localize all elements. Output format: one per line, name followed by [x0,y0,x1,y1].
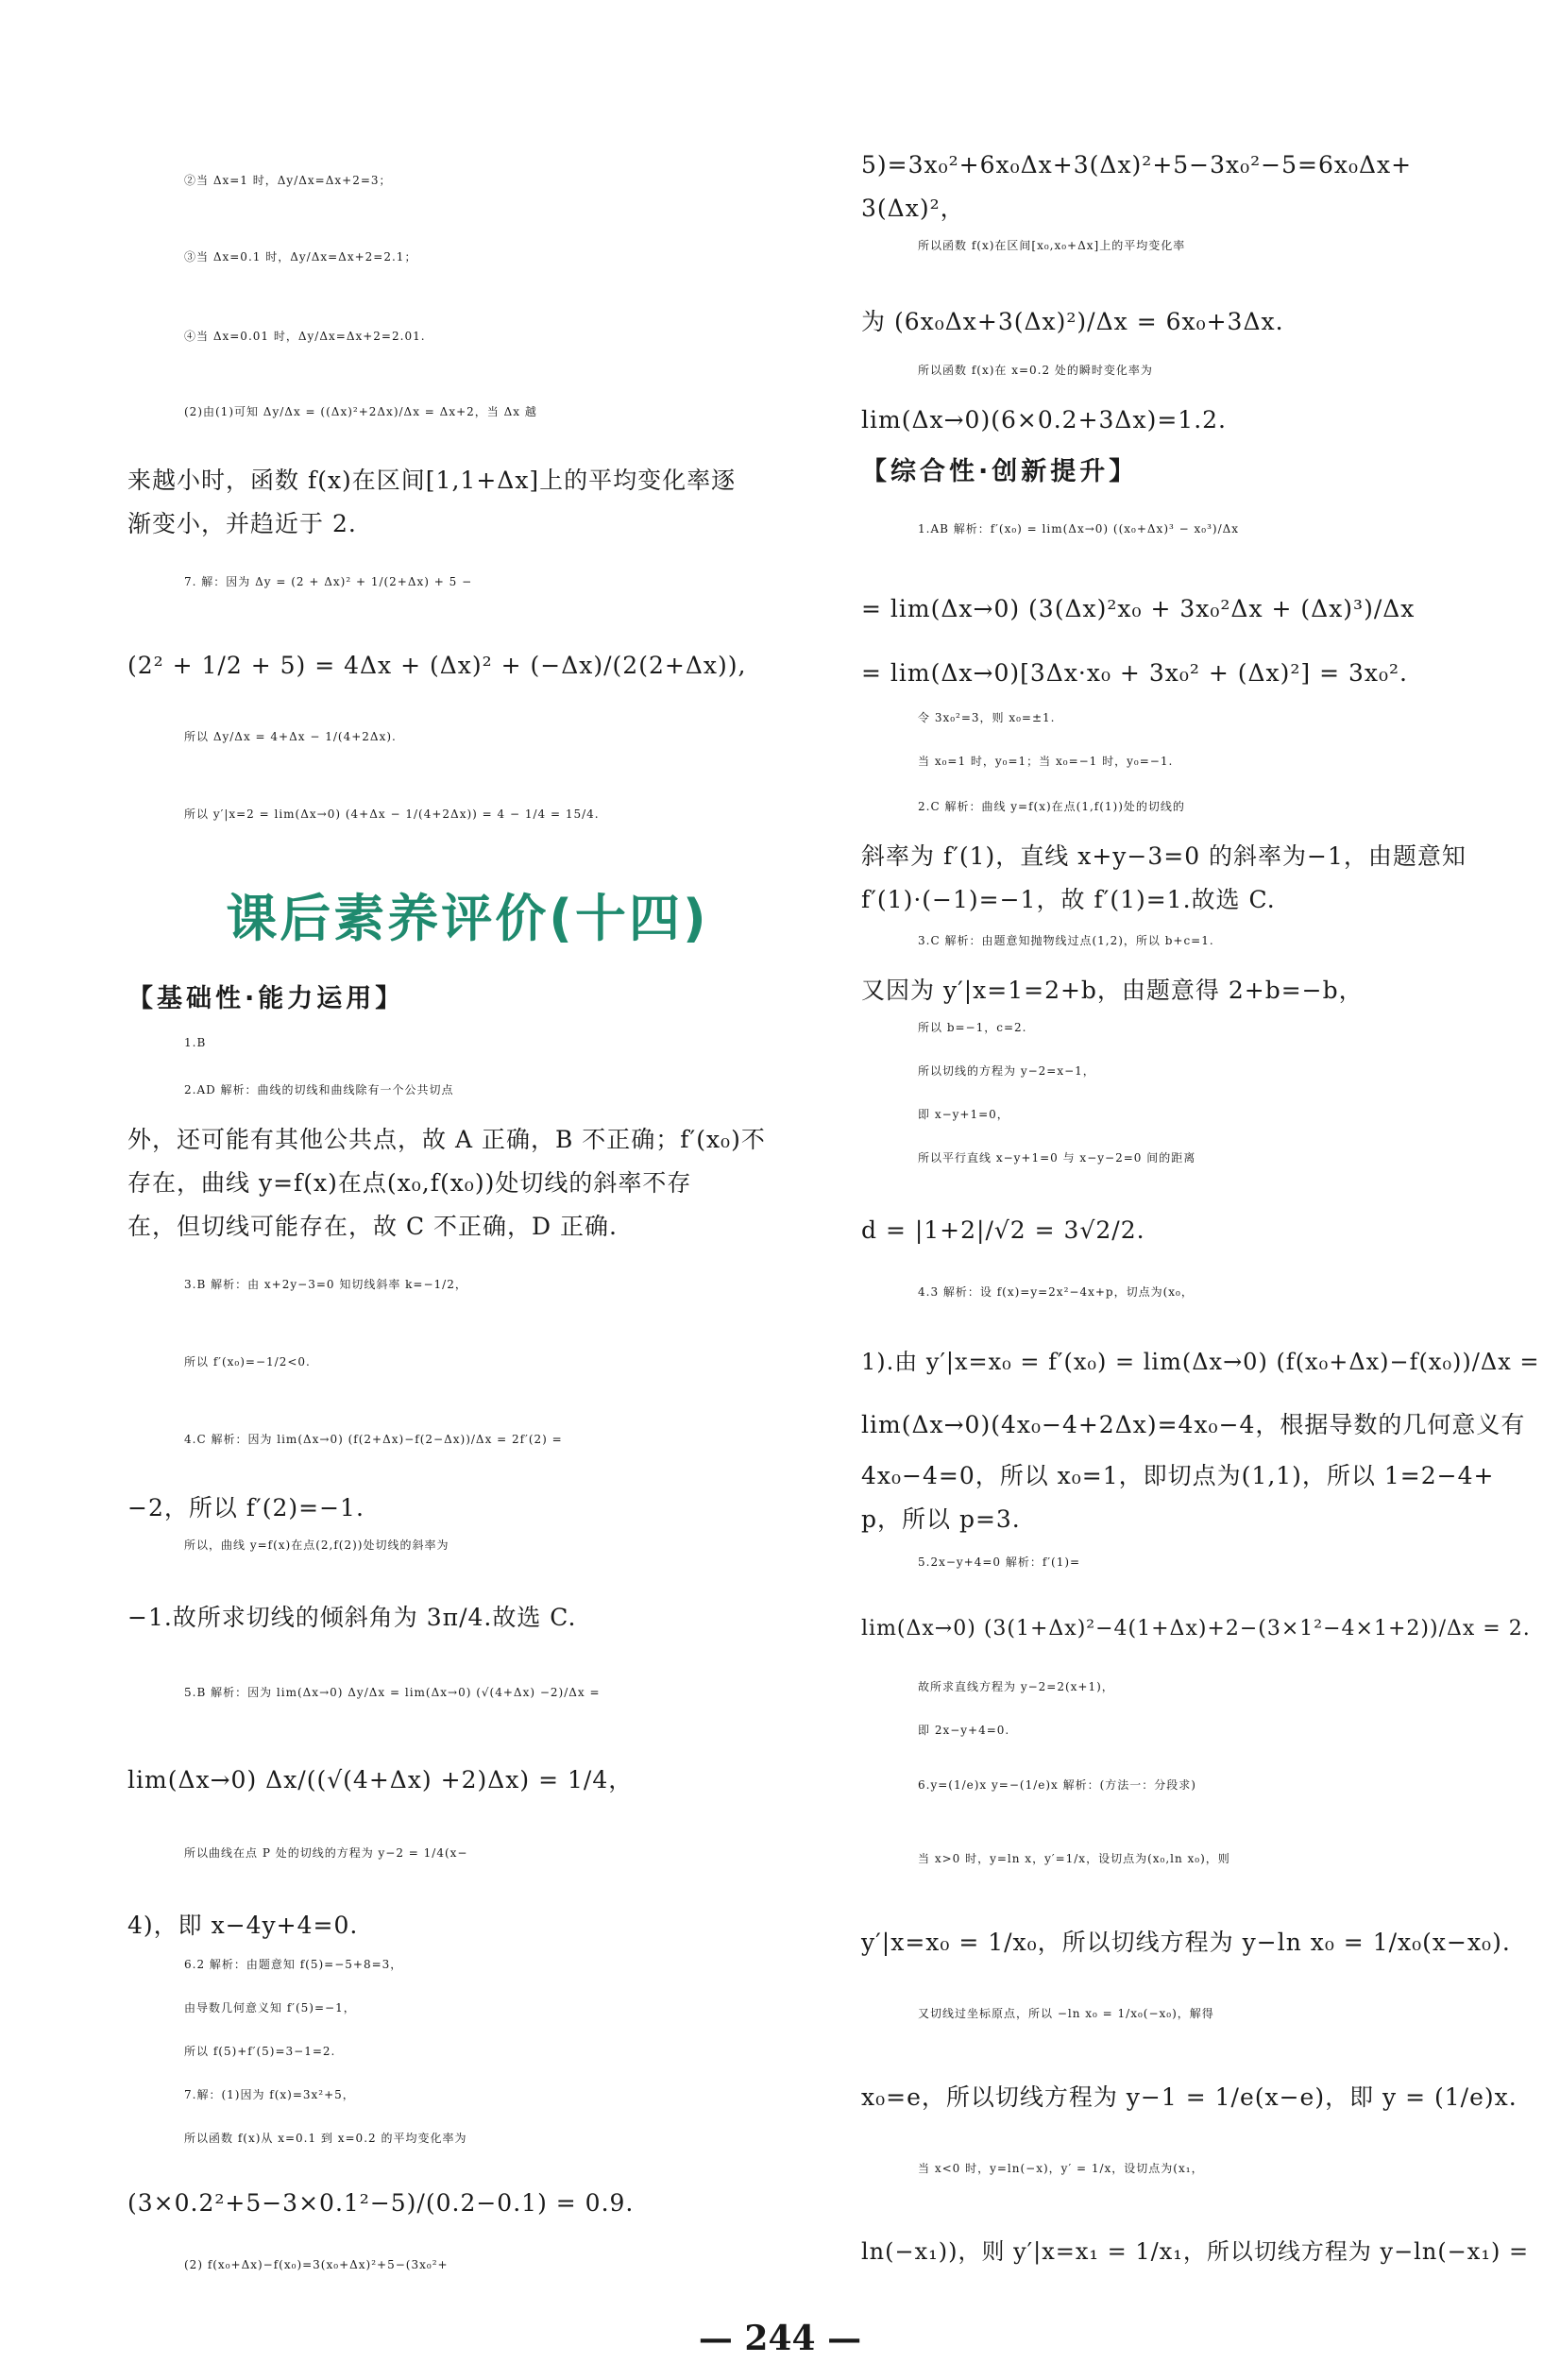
text-line: 2.AD 解析：曲线的切线和曲线除有一个公共切点 [184,1083,454,1096]
text-line: 所以 y′|x=2 = lim(Δx→0) (4+Δx − 1/(4+2Δx)) = 4 − 1/4 = 15/4. [184,808,600,821]
text-line: (2) f(x₀+Δx)−f(x₀)=3(x₀+Δx)²+5−(3x₀²+ [184,2258,449,2271]
text-line: 所以函数 f(x)在 x=0.2 处的瞬时变化率为 [918,364,1153,377]
text-line: (2)由(1)可知 Δy/Δx = ((Δx)²+2Δx)/Δx = Δx+2，当 Δx 越 [184,405,537,418]
text-line: 即 x−y+1=0， [918,1108,1009,1121]
text-line: 当 x>0 时，y=ln x，y′=1/x，设切点为(x₀,ln x₀)，则 [918,1852,1230,1865]
text-line: 为 (6x₀Δx+3(Δx)²)/Δx = 6x₀+3Δx. [861,308,1284,335]
text-line: ②当 Δx=1 时，Δy/Δx=Δx+2=3； [184,174,392,187]
text-line: 由导数几何意义知 f′(5)=−1， [184,2001,356,2014]
text-line: 1.B [184,1036,207,1049]
text-line: 5.2x−y+4=0 解析：f′(1)= [918,1556,1081,1569]
text-line: 令 3x₀²=3，则 x₀=±1. [918,711,1056,724]
text-line: lim(Δx→0)(6×0.2+3Δx)=1.2. [861,406,1227,434]
text-line: 7. 解：因为 Δy = (2 + Δx)² + 1/(2+Δx) + 5 − [184,575,473,588]
text-line: 又切线过坐标原点，所以 −ln x₀ = 1/x₀(−x₀)，解得 [918,2007,1214,2020]
section-header-comprehensive: 【综合性·创新提升】 [861,457,1139,486]
text-line: 1.AB 解析：f′(x₀) = lim(Δx→0) ((x₀+Δx)³ − x₀³)/Δx [918,522,1240,536]
text-line: 外，还可能有其他公共点，故 A 正确，B 不正确；f′(x₀)不 [127,1126,766,1153]
page-number: — 244 — [698,2319,862,2358]
text-line: 7.解：(1)因为 f(x)=3x²+5， [184,2088,355,2101]
text-line: 存在，曲线 y=f(x)在点(x₀,f(x₀))处切线的斜率不存 [127,1169,692,1197]
text-line: lim(Δx→0) (3(1+Δx)²−4(1+Δx)+2−(3×1²−4×1+2))/Δx = 2. [861,1617,1531,1640]
section-header-basic: 【基础性·能力运用】 [127,984,405,1013]
text-line: 3.B 解析：由 x+2y−3=0 知切线斜率 k=−1/2， [184,1278,467,1291]
text-line: 又因为 y′|x=1=2+b，由题意得 2+b=−b， [861,977,1364,1004]
text-line: −2，所以 f′(2)=−1. [127,1494,365,1522]
text-line: (3×0.2²+5−3×0.1²−5)/(0.2−0.1) = 0.9. [127,2189,635,2217]
text-line: 所以函数 f(x)在区间[x₀,x₀+Δx]上的平均变化率 [918,239,1186,252]
text-line: 5)=3x₀²+6x₀Δx+3(Δx)²+5−3x₀²−5=6x₀Δx+ [861,151,1413,178]
text-line: 6.y=(1/e)x y=−(1/e)x 解析：(方法一：分段求) [918,1778,1196,1792]
text-line: 故所求直线方程为 y−2=2(x+1)， [918,1680,1114,1693]
text-line: 4.C 解析：因为 lim(Δx→0) (f(2+Δx)−f(2−Δx))/Δx = 2f′(2) = [184,1433,563,1446]
text-line: lim(Δx→0) Δx/((√(4+Δx) +2)Δx) = 1/4， [127,1766,634,1794]
text-line: 所以切线的方程为 y−2=x−1， [918,1064,1095,1078]
text-line: y′|x=x₀ = 1/x₀，所以切线方程为 y−ln x₀ = 1/x₀(x−x₀). [861,1929,1511,1956]
text-line: lim(Δx→0)(4x₀−4+2Δx)=4x₀−4，根据导数的几何意义有 [861,1411,1526,1438]
text-line: 当 x<0 时，y=ln(−x)，y′ = 1/x，设切点为(x₁， [918,2162,1204,2175]
text-line: 所以 f(5)+f′(5)=3−1=2. [184,2045,336,2058]
text-line: 所以 Δy/Δx = 4+Δx − 1/(4+2Δx). [184,730,397,743]
text-line: 3.C 解析：由题意知抛物线过点(1,2)，所以 b+c=1. [918,934,1214,947]
text-line: ③当 Δx=0.1 时，Δy/Δx=Δx+2=2.1； [184,250,417,264]
text-line: x₀=e，所以切线方程为 y−1 = 1/e(x−e)，即 y = (1/e)x. [861,2083,1518,2111]
text-line: 2.C 解析：曲线 y=f(x)在点(1,f(1))处的切线的 [918,800,1185,813]
text-line: 来越小时，函数 f(x)在区间[1,1+Δx]上的平均变化率逐 [127,467,737,494]
text-line: 4x₀−4=0，所以 x₀=1，即切点为(1,1)，所以 1=2−4+ [861,1462,1495,1489]
text-line: (2² + 1/2 + 5) = 4Δx + (Δx)² + (−Δx)/(2(2+Δx)), [127,652,747,679]
text-line: 1).由 y′|x=x₀ = f′(x₀) = lim(Δx→0) (f(x₀+Δx)−f(x₀))/Δx = [861,1349,1540,1375]
text-line: −1.故所求切线的倾斜角为 3π/4.故选 C. [127,1604,577,1631]
text-line: 4.3 解析：设 f(x)=y=2x²−4x+p，切点为(x₀， [918,1285,1194,1299]
text-line: ④当 Δx=0.01 时，Δy/Δx=Δx+2=2.01. [184,330,426,343]
text-line: 在，但切线可能存在，故 C 不正确，D 正确. [127,1213,618,1240]
text-line: d = |1+2|/√2 = 3√2/2. [861,1216,1145,1244]
text-line: p，所以 p=3. [861,1505,1021,1533]
text-line: f′(1)·(−1)=−1，故 f′(1)=1.故选 C. [861,886,1276,913]
text-line: 斜率为 f′(1)，直线 x+y−3=0 的斜率为−1，由题意知 [861,842,1467,870]
text-line: ln(−x₁))，则 y′|x=x₁ = 1/x₁，所以切线方程为 y−ln(−x₁) = [861,2238,1530,2265]
text-line: 所以 f′(x₀)=−1/2<0. [184,1355,311,1368]
text-line: 当 x₀=1 时，y₀=1；当 x₀=−1 时，y₀=−1. [918,755,1174,768]
text-line: = lim(Δx→0) (3(Δx)²x₀ + 3x₀²Δx + (Δx)³)/Δx [861,595,1416,622]
text-line: 5.B 解析：因为 lim(Δx→0) Δy/Δx = lim(Δx→0) (√(4+Δx) −2)/Δx = [184,1686,601,1699]
text-line: 所以曲线在点 P 处的切线的方程为 y−2 = 1/4(x− [184,1846,468,1860]
section-title: 课后素养评价(十四) [226,889,709,948]
text-line: 所以函数 f(x)从 x=0.1 到 x=0.2 的平均变化率为 [184,2132,467,2145]
text-line: 4)，即 x−4y+4=0. [127,1912,359,1939]
text-line: 所以，曲线 y=f(x)在点(2,f(2))处切线的斜率为 [184,1538,449,1552]
text-line: 3(Δx)²， [861,195,965,222]
text-line: 所以平行直线 x−y+1=0 与 x−y−2=0 间的距离 [918,1151,1196,1164]
text-line: 即 2x−y+4=0. [918,1724,1010,1737]
text-line: 渐变小，并趋近于 2. [127,510,357,537]
text-line: 所以 b=−1，c=2. [918,1021,1027,1034]
text-line: 6.2 解析：由题意知 f(5)=−5+8=3， [184,1958,403,1971]
text-line: = lim(Δx→0)[3Δx·x₀ + 3x₀² + (Δx)²] = 3x₀². [861,659,1408,687]
